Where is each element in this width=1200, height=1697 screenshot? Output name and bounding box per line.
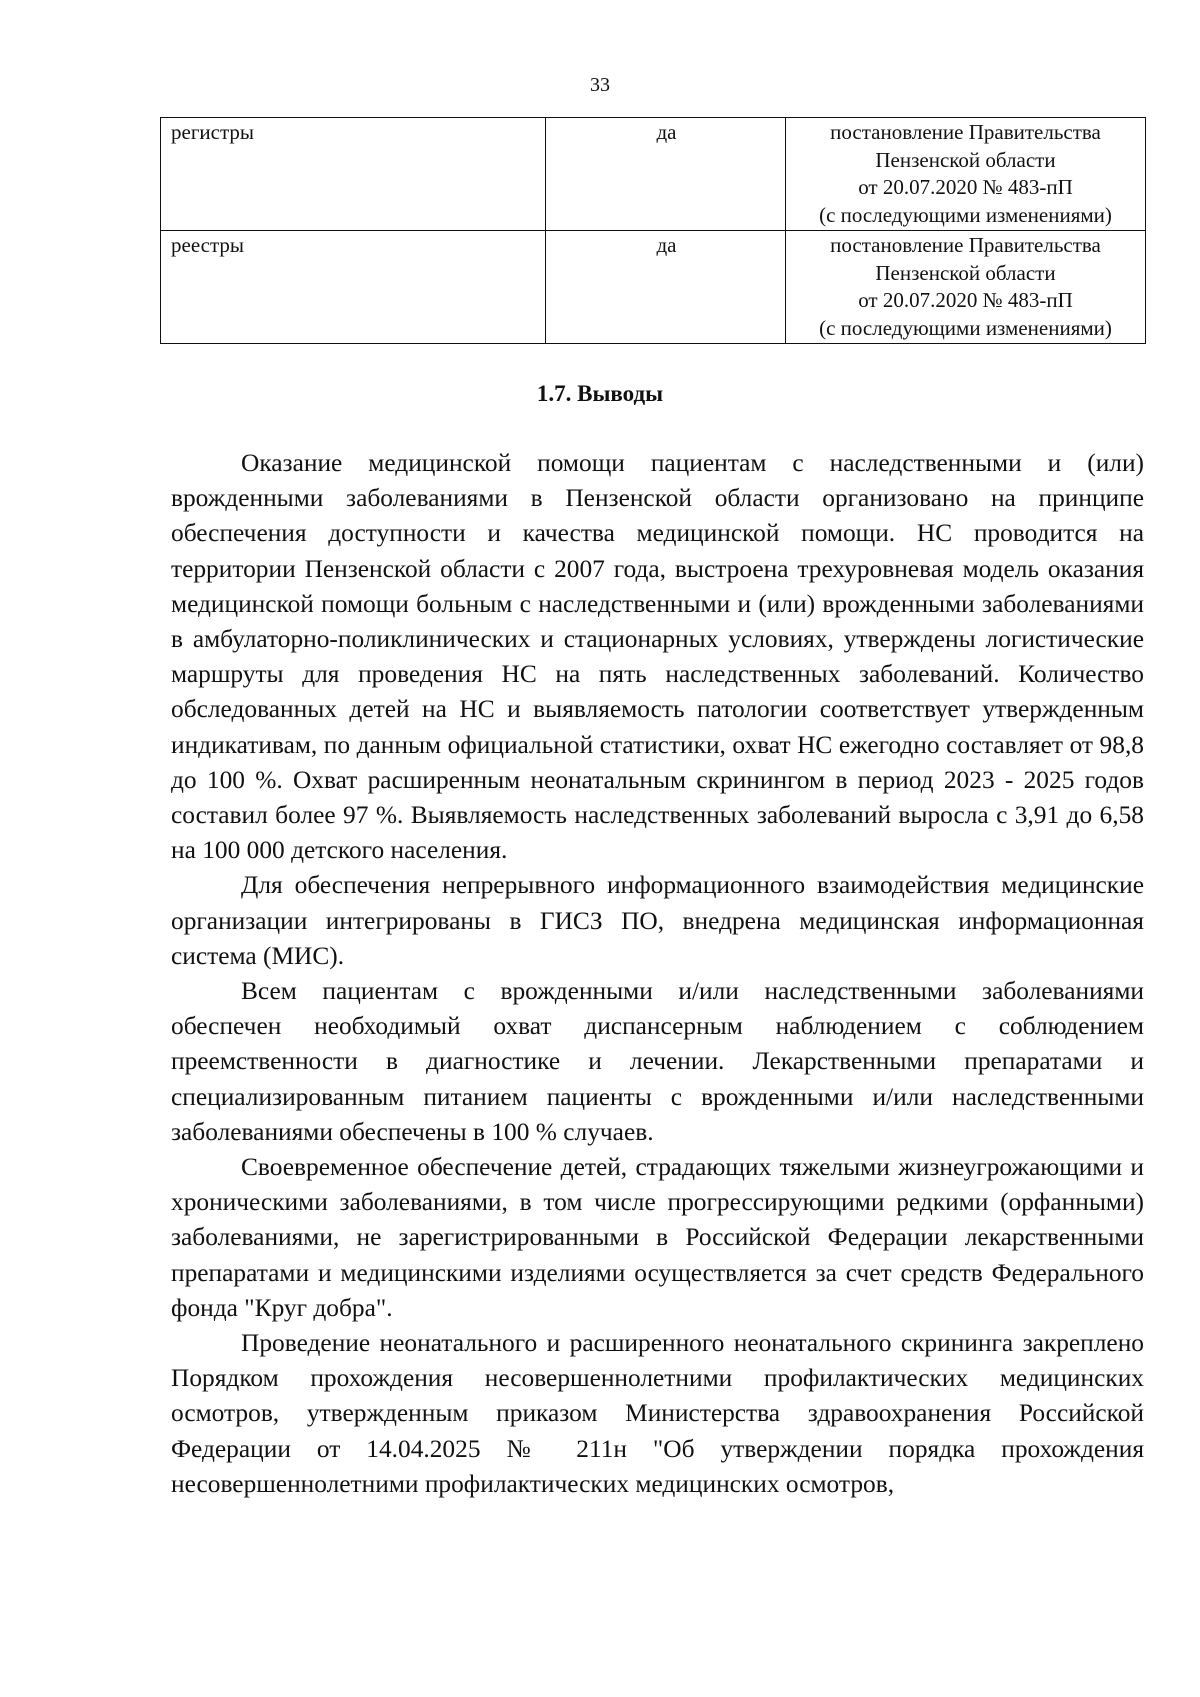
table-row xyxy=(161,231,1146,344)
paragraph: Оказание медицинской помощи пациентам с наследственными и (или) врожденными заболеваниями в Пензенской области организовано на принципе обеспечения доступности и качества медицинской помощи. НС проводится на территории Пензенской области с 2007 года, выстроена трехуровневая модель оказания медицинской помощи больным с наследственными и (или) врожденными заболеваниями в амбулаторно-поликлинических и стационарных условиях, утверждены логистические маршруты для проведения НС на пять наследственных заболеваний. Количество обследованных детей на НС и выявляемость патологии соответствует утвержденным индикативам, по данным официальной статистики, охват НС ежегодно составляет от 98,8 до 100 %. Охват расширенным неонатальным скринингом в период 2023 - 2025 годов составил более 97 %. Выявляемость наследственных заболеваний выросла с 3,91 до 6,58 на 100 000 детского населения. xyxy=(171,449,1144,865)
registry-table xyxy=(160,117,1146,344)
paragraph: Проведение неонатального и расширенного неонатального скрининга закреплено Порядком прохождения несовершеннолетними профилактических медицинских осмотров, утвержденным приказом Министерства здравоохранения Российской Федерации от 14.04.2025 № 211н "Об утверждении порядка прохождения несовершеннолетними профилактических медицинских осмотров, xyxy=(171,1329,1144,1498)
table-cell-value: да xyxy=(546,118,786,231)
act-line: Пензенской области xyxy=(875,147,1056,172)
act-line: от 20.07.2020 № 483-пП xyxy=(858,175,1073,199)
table-row xyxy=(161,118,1146,231)
page-number: 33 xyxy=(590,74,610,96)
section-body xyxy=(171,446,1144,1502)
paragraph: Всем пациентам с врожденными и/или наследственными заболеваниями обеспечен необходимый охват диспансерным наблюдением с соблюдением преемственности в диагностике и лечении. Лекарственными препаратами и специализированным питанием пациенты с врожденными и/или наследственными заболеваниями обеспечены в 100 % случаев. xyxy=(171,977,1144,1146)
act-line: от 20.07.2020 № 483-пП xyxy=(858,288,1073,312)
act-line: (с последующими изменениями) xyxy=(819,315,1112,340)
paragraph: Своевременное обеспечение детей, страдающих тяжелыми жизнеугрожающими и хроническими заболеваниями, в том числе прогрессирующими редкими (орфанными) заболеваниями, не зарегистрированными в Российской Федерации лекарственными препаратами и медицинскими изделиями осуществляется за счет средств Федерального фонда "Круг добра". xyxy=(171,1153,1144,1322)
act-line: постановление Правительства xyxy=(830,233,1101,257)
table-cell-name: регистры xyxy=(161,118,546,231)
paragraph: Для обеспечения непрерывного информационного взаимодействия медицинские организации интегрированы в ГИСЗ ПО, внедрена медицинская информационная система (МИС). xyxy=(171,871,1144,970)
act-line: постановление Правительства xyxy=(830,120,1101,144)
act-line: Пензенской области xyxy=(875,260,1056,285)
table-cell-value: да xyxy=(546,231,786,344)
table-cell-act xyxy=(786,231,1146,344)
table-cell-act xyxy=(786,118,1146,231)
act-line: (с последующими изменениями) xyxy=(819,202,1112,227)
table-cell-name: реестры xyxy=(161,231,546,344)
section-title: 1.7. Выводы xyxy=(536,381,664,406)
